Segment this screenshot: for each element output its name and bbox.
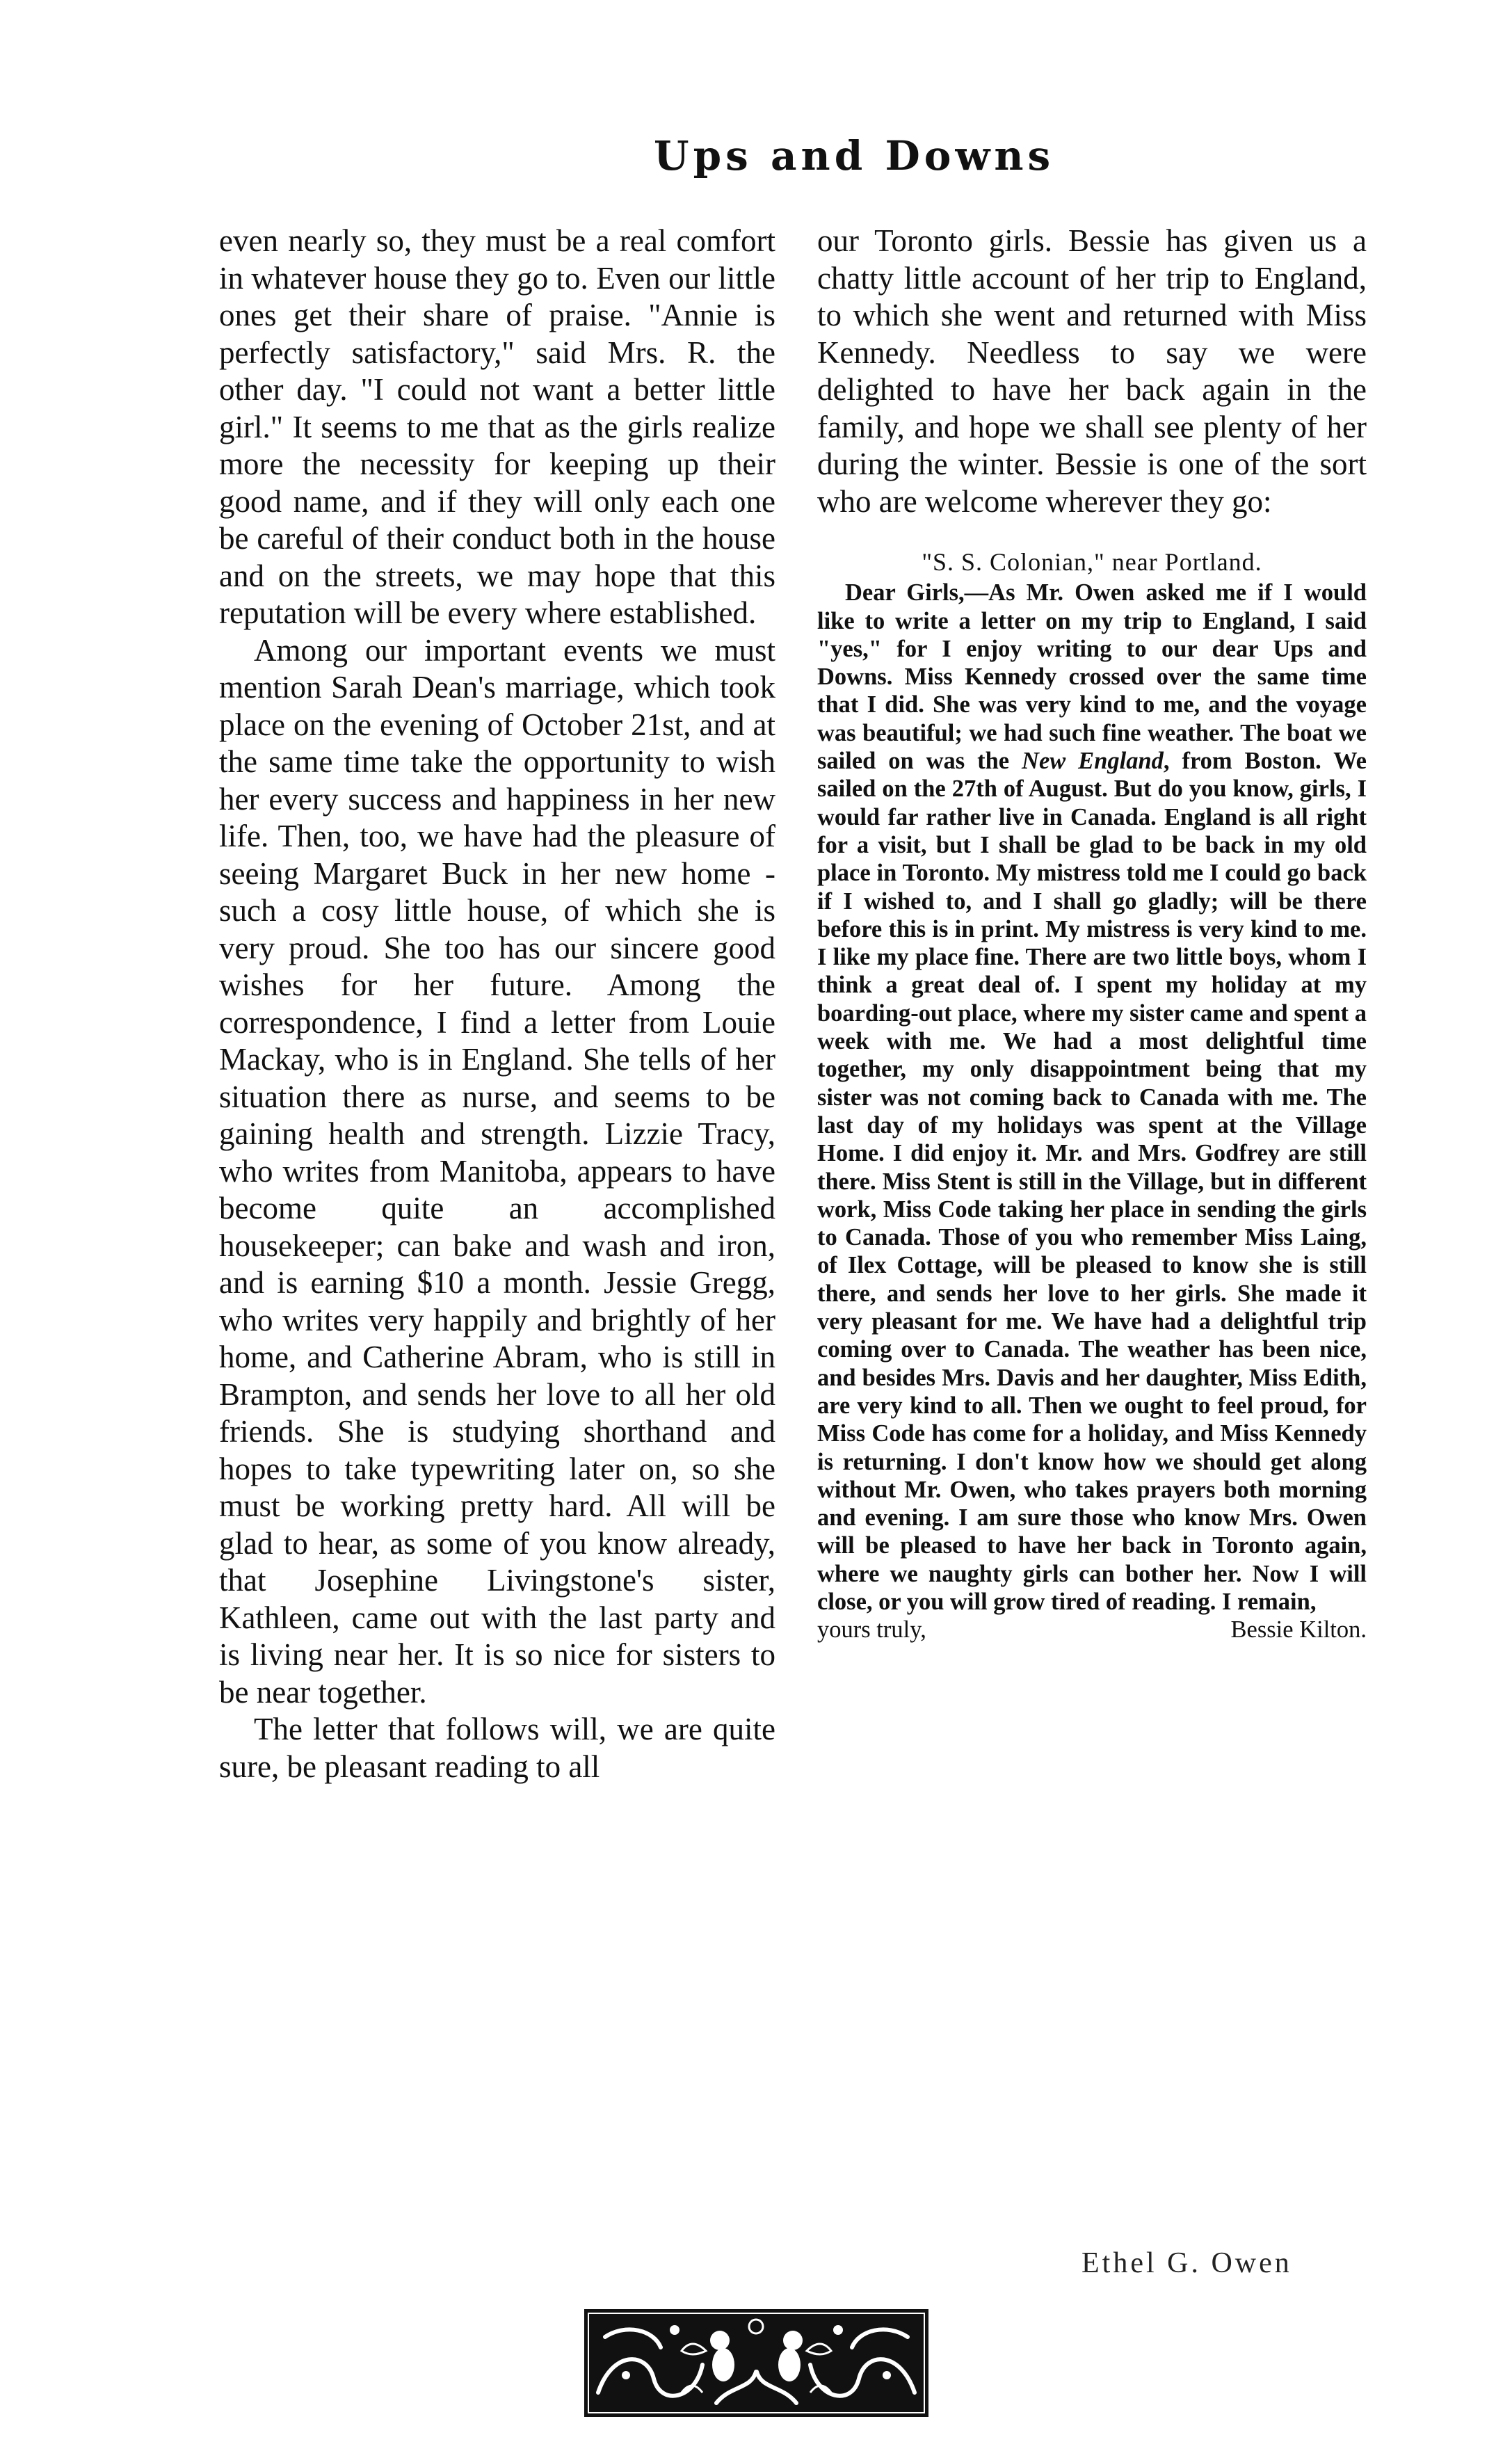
letter <box>817 548 1367 1644</box>
letter-signature: Bessie Kilton. <box>1230 1616 1367 1644</box>
letter-body <box>817 579 1367 1616</box>
letter-body-part-1: —As Mr. Owen asked me if I would like to write a letter on my trip to England, I said "yes," for I enjoy writing to our dear Ups and Downs. Miss Kennedy crossed over the same time that I did. She was very kind to me, and the voyage was beautiful; we had such fine weather. The boat we sailed on was the <box>817 579 1367 775</box>
running-title: Ups and Downs <box>654 132 1055 179</box>
ship-name: New England <box>1022 748 1164 775</box>
cherub-scroll-ornament-icon <box>584 2309 928 2417</box>
right-column <box>817 223 1367 1644</box>
letter-closing: yours truly, <box>817 1616 926 1644</box>
paragraph-3: The letter that follows will, we are quite sure, be pleasant reading to all <box>219 1712 775 1784</box>
page-header <box>0 132 1512 188</box>
letter-sign-off <box>817 1616 1367 1644</box>
letter-heading: "S. S. Colonian," near Portland. <box>922 548 1262 576</box>
left-column <box>219 223 775 1785</box>
letter-body-part-2: , from Boston. We sailed on the 27th of August. But do you know, girls, I would far rather live in Canada. England is all right for a visit, but I shall be glad to be back in my old place in Toronto. My mistress told me I could go back if I wished to, and I shall go gladly; will be there before this is in print. My mistress is very kind to me. I like my place fine. There are two little boys, whom I think a great deal of. I spent my holiday at my boarding-out place, where my sister came and spent a week with me. We had a most delightful time together, my only disappointment being that my sister was not coming back to Canada with me. The last day of my holidays was spent at the Village Home. I did enjoy it. Mr. and Mrs. Godfrey are still there. Miss Stent is still in the Village, but in different work, Miss Code taking her place in sending the girls to Canada. Those of you who remember Miss Laing, of Ilex Cottage, will be pleased to know she is still there, and sends her love to her girls. She made it very pleasant for me. We have had a delightful trip coming over to Canada. The weather has been nice, and besides Mrs. Davis and her daughter, Miss Edith, are very kind to all. Then we ought to feel proud, for Miss Code has come for a holiday, and Miss Kennedy is returning. I don't know how we should get along without Mr. Owen, who takes prayers both morning and evening. I am sure those who know Mrs. Owen will be pleased to have her back in Toronto again, where we naughty girls can bother her. Now I will close, or you will grow tired of reading. I remain, <box>817 748 1367 1615</box>
paragraph-1: even nearly so, they must be a real comfort in whatever house they go to. Even our little ones get their share of praise. "Annie is perfectly satisfactory," said Mrs. R. the other day. "I could not want a better little girl." It seems to me that as the girls realize more the necessity for keeping up their good name, and if they will only each one be careful of their conduct both in the house and on the streets, we may hope that this reputation will be every where established. <box>219 223 775 630</box>
author-signature: Ethel G. Owen <box>1081 2247 1292 2279</box>
letter-salutation: Dear Girls, <box>845 579 965 606</box>
intro-paragraph: our Toronto girls. Bessie has given us a chatty little account of her trip to England, to which she went and returned with Miss Kennedy. Needless to say we were delighted to have her back again in the family, and hope we shall see plenty of her during the winter. Bessie is one of the sort who are welcome wherever they go: <box>817 223 1367 519</box>
paragraph-2: Among our important events we must mention Sarah Dean's marriage, which took place on the evening of October 21st, and at the same time take the opportunity to wish her every success and happiness in her new life. Then, too, we have had the pleasure of seeing Margaret Buck in her new home - such a cosy little house, of which she is very proud. She too has our sincere good wishes for her future. Among the correspondence, I find a letter from Louie Mackay, who is in England. She tells of her situation there as nurse, and seems to be gaining health and strength. Lizzie Tracy, who writes from Manitoba, appears to have become quite an accomplished housekeeper; can bake and wash and iron, and is earning $10 a month. Jessie Gregg, who writes very happily and brightly of her home, and Catherine Abram, who is still in Brampton, and sends her love to all her old friends. She is studying shorthand and hopes to take typewriting later on, so she must be working pretty hard. All will be glad to hear, as some of you know already, that Josephine Livingstone's sister, Kathleen, came out with the last party and is living near her. It is so nice for sisters to be near together. <box>219 632 775 1710</box>
